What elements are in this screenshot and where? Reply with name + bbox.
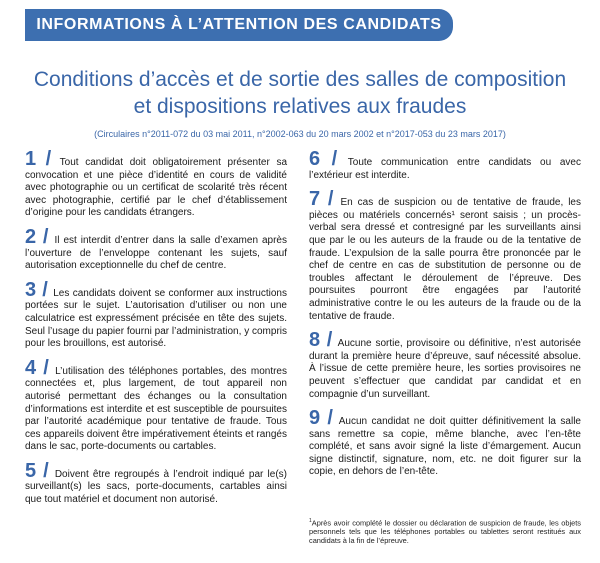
section-text: Toute communication entre candidats ou avec l’extérieur est interdite.	[309, 157, 581, 181]
section-text: Doivent être regroupés à l’endroit indiqué par le(s) surveillant(s) les sacs, porte-documents, cartables ainsi que tout matériel et document non autorisé.	[25, 468, 287, 506]
section-text: En cas de suspicion ou de tentative de fraude, les pièces ou matériels concernés¹ seront saisis ; un procès-verbal sera dressé et contresigné par les surveillants ainsi que par le ou les auteurs de la fraude ou de la tentative de fraude. L’expulsion de la salle pourra être prononcée par le chef de centre en cas de substitution de personne ou de troubles affectant le déroulement de l’épreuve. Des poursuites pourront être engagées par l’autorité administrative contre le ou les auteurs de la fraude ou de la tentative de fraude.	[309, 197, 581, 322]
section-text: Aucune sortie, provisoire ou définitive, n’est autorisée durant la première heure d’épreuve, sauf nécessité absolue. À l’issue de cette première heure, les sorties provisoires ne peuvent s’effectuer que candidat par candidat et en compagnie d’un surveillant.	[309, 338, 581, 400]
section-6	[309, 150, 581, 182]
section-number: 1 /	[25, 148, 52, 170]
title-line-2: et dispositions relatives aux fraudes	[133, 95, 467, 118]
section-5	[25, 459, 287, 507]
section-number: 5 /	[25, 459, 49, 482]
section-text: Tout candidat doit obligatoirement présenter sa convocation et une pièce d’identité en cours de validité avec photographie ou un certificat de scolarité très récent avec photographie, certifié par le chef d’établissement d’origine pour les candidats étrangers.	[25, 157, 287, 219]
section-4	[25, 356, 287, 454]
section-number: 8 /	[309, 329, 333, 352]
section-number: 9 /	[309, 407, 333, 430]
section-7	[309, 190, 581, 323]
section-2	[25, 225, 287, 273]
section-text: Aucun candidat ne doit quitter définitivement la salle sans remettre sa copie, même blanche, avec l’en-tête complété, et sans avoir signé la liste d’émargement. Aucun signe distinctif, signature, nom, etc. ne doit figurer sur la copie, en dehors de l’en-tête.	[309, 416, 581, 478]
page-title	[0, 66, 600, 120]
section-1	[25, 150, 287, 220]
footnote	[309, 517, 581, 545]
footnote-text: Après avoir complété le dossier ou déclaration de suspicion de fraude, les objets personnels tels que les téléphones portables ou tablettes seront restitués aux candidats à la fin de l’épreuve.	[309, 518, 581, 546]
section-text: Les candidats doivent se conformer aux instructions portées sur le sujet. L’autorisation d’utiliser ou non une calculatrice est expressément précisée en tête des sujets. Seul l’usage du papier fourni par l’administration, y compris pour les brouillons, est autorisé.	[25, 287, 287, 350]
section-9	[309, 409, 581, 479]
section-text: L’utilisation des téléphones portables, des montres connectées et, plus largement, de tout appareil non autorisé permettant des échanges ou la consultation d’informations est interdite et est susceptible de poursuites par l’autorité académique pour tentative de fraude. Tous ces appareils doivent être impérativement éteints et rangés dans le sac, porte-documents ou cartables.	[25, 365, 287, 453]
footnote-marker: 1	[309, 518, 312, 524]
banner-text: INFORMATIONS À L’ATTENTION DES CANDIDATS	[36, 16, 442, 33]
left-column	[25, 150, 287, 515]
right-column	[309, 150, 581, 487]
section-number: 6 /	[309, 148, 338, 170]
section-text: Il est interdit d’entrer dans la salle d’examen après l’ouverture de l’enveloppe contenant les sujets, sauf autorisation exceptionnelle du chef de centre.	[25, 234, 287, 272]
section-number: 4 /	[25, 356, 49, 379]
title-line-1: Conditions d’accès et de sortie des salles de composition	[33, 68, 567, 91]
section-number: 3 /	[25, 278, 48, 301]
section-number: 2 /	[25, 225, 49, 248]
circulars-reference: (Circulaires n°2011-072 du 03 mai 2011, n°2002-063 du 20 mars 2002 et n°2017-053 du 23 mars 2017)	[94, 129, 506, 139]
section-3	[25, 278, 287, 351]
section-number: 7 /	[309, 188, 334, 211]
section-8	[309, 331, 581, 401]
header-banner	[25, 9, 453, 41]
